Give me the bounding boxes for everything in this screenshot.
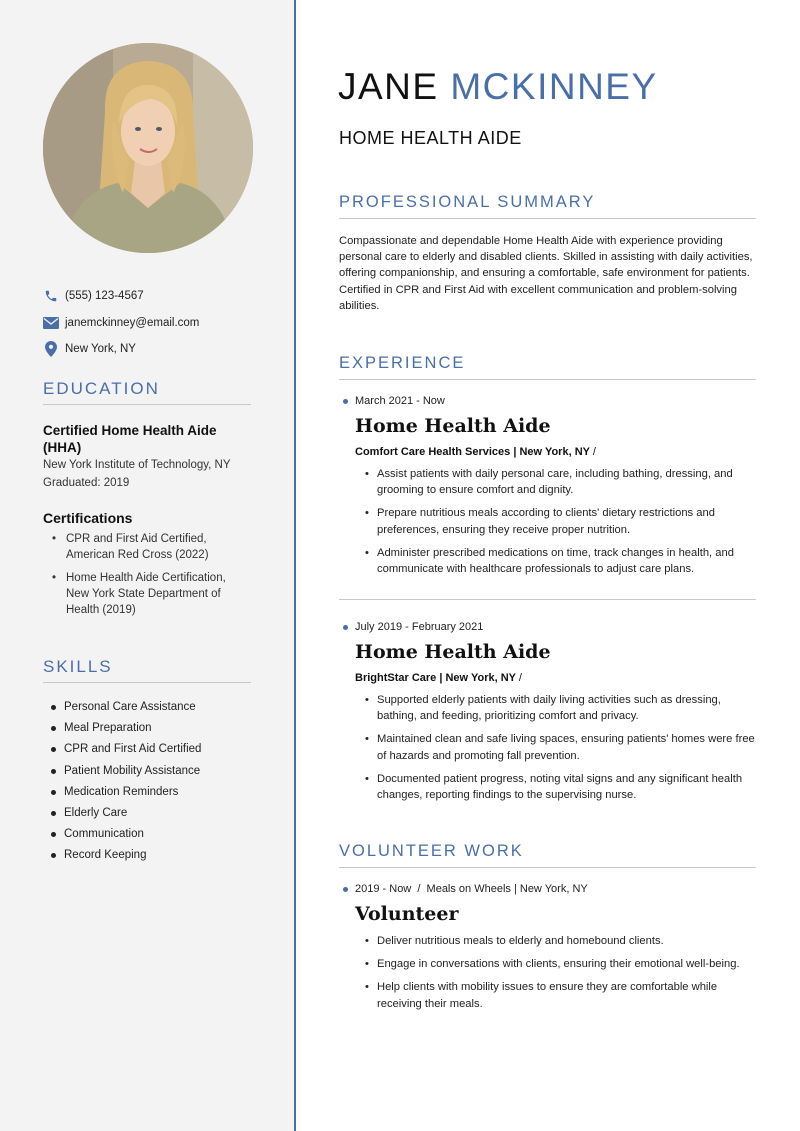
volunteer-bullet: • Help clients with mobility issues to ensure they are comfortable while receiving their meals. <box>364 979 759 1011</box>
skill-item: Elderly Care <box>50 803 201 824</box>
job-bullet: • Maintained clean and safe living spaces, ensuring patients' homes were free of hazards and promoting fall prevention. <box>364 731 759 763</box>
skill-item: CPR and First Aid Certified <box>50 739 201 760</box>
location-pin-icon <box>43 341 59 357</box>
contact-phone <box>43 288 144 304</box>
experience-heading: EXPERIENCE <box>339 354 756 380</box>
certification-item: • Home Health Aide Certification, New York State Department of Health (2019) <box>50 570 250 618</box>
certifications-heading: Certifications <box>43 510 133 526</box>
profile-photo <box>43 43 253 253</box>
contact-location <box>43 341 136 357</box>
job-role: Home Health Aide <box>355 415 551 437</box>
bullet-dot-icon <box>343 887 348 892</box>
volunteer-dates-text: 2019 - Now / Meals on Wheels | New York, NY <box>355 883 588 895</box>
volunteer-bullets <box>364 933 759 1019</box>
job-dates <box>343 395 445 407</box>
volunteer-bullet: • Deliver nutritious meals to elderly and homebound clients. <box>364 933 759 949</box>
last-name: MCKINNEY <box>450 66 658 107</box>
education-graduated: Graduated: 2019 <box>43 477 130 489</box>
bullet-dot-icon <box>343 399 348 404</box>
envelope-icon <box>43 315 59 331</box>
skills-list <box>50 697 201 867</box>
skills-heading: SKILLS <box>43 657 251 683</box>
volunteer-role: Volunteer <box>355 903 459 925</box>
skill-item: Meal Preparation <box>50 718 201 739</box>
job-bullet: • Documented patient progress, noting vital signs and any significant health changes, reporting findings to the supervising nurse. <box>364 771 759 803</box>
certification-item: • CPR and First Aid Certified, American Red Cross (2022) <box>50 531 250 563</box>
bullet-dot-icon <box>343 625 348 630</box>
job-dates <box>343 621 483 633</box>
entry-divider <box>339 599 756 600</box>
job-company-text: BrightStar Care | New York, NY <box>355 672 516 684</box>
job-bullet: • Supported elderly patients with daily living activities such as dressing, bathing, and feeding, prioritizing comfort and privacy. <box>364 692 759 724</box>
first-name: JANE <box>338 66 439 107</box>
education-degree: Certified Home Health Aide (HHA) <box>43 423 217 455</box>
location-text: New York, NY <box>65 343 136 355</box>
skill-item: Record Keeping <box>50 845 201 866</box>
job-company <box>355 446 596 458</box>
education-heading: EDUCATION <box>43 379 251 405</box>
job-company <box>355 672 522 684</box>
skill-item: Patient Mobility Assistance <box>50 761 201 782</box>
phone-icon <box>43 288 59 304</box>
certifications-list <box>50 531 250 625</box>
job-bullets <box>364 692 759 810</box>
job-bullet: • Administer prescribed medications on time, track changes in health, and communicate with healthcare professionals to adjust care plans. <box>364 545 759 577</box>
summary-text: Compassionate and dependable Home Health Aide with experience providing personal care to elderly and disabled clients. Skilled in assisting with daily activities, offering companionship, and ensuring a comfortable, safe environment for patients. Certified in CPR and First Aid with excellent communication and problem-solving abilities. <box>339 235 753 312</box>
skill-item: Communication <box>50 824 201 845</box>
job-dates-text: July 2019 - February 2021 <box>355 621 484 633</box>
summary-heading: PROFESSIONAL SUMMARY <box>339 193 756 219</box>
volunteer-bullet: • Engage in conversations with clients, ensuring their emotional well-being. <box>364 956 759 972</box>
job-company-suffix: / <box>592 446 596 458</box>
volunteer-heading: VOLUNTEER WORK <box>339 842 756 868</box>
phone-text: (555) 123-4567 <box>65 290 144 302</box>
job-bullet: • Prepare nutritious meals according to clients' dietary restrictions and preferences, ensuring they receive proper nutrition. <box>364 505 759 537</box>
contact-email <box>43 315 199 331</box>
job-title: HOME HEALTH AIDE <box>339 128 522 148</box>
job-company-suffix: / <box>518 672 522 684</box>
job-company-text: Comfort Care Health Services | New York, NY <box>355 446 590 458</box>
skill-item: Medication Reminders <box>50 782 201 803</box>
volunteer-dates <box>343 883 588 895</box>
job-dates-text: March 2021 - Now <box>355 395 445 407</box>
job-role: Home Health Aide <box>355 641 551 663</box>
vertical-divider <box>294 0 296 1131</box>
job-bullet: • Assist patients with daily personal care, including bathing, dressing, and grooming to ensure comfort and dignity. <box>364 466 759 498</box>
skill-item: Personal Care Assistance <box>50 697 201 718</box>
candidate-name <box>338 66 658 108</box>
email-text: janemckinney@email.com <box>65 317 200 329</box>
education-school: New York Institute of Technology, NY <box>43 459 231 471</box>
job-bullets <box>364 466 759 584</box>
